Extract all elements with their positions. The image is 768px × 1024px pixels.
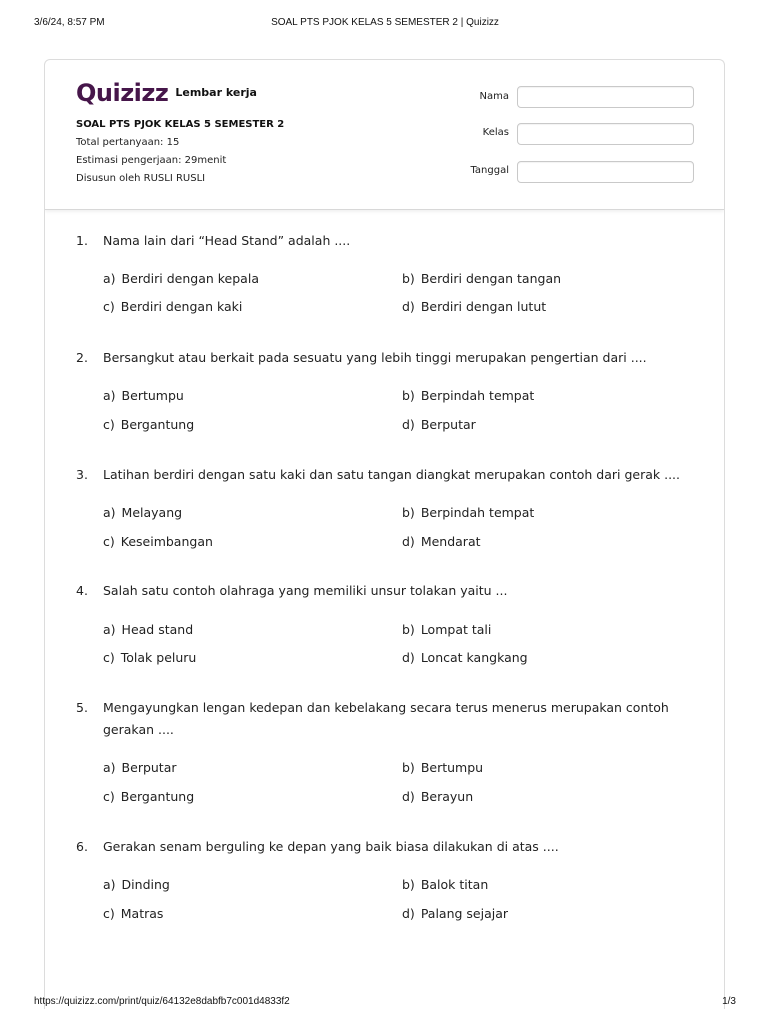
question-number: 6. [76,839,88,854]
option-d: d) Mendarat [402,534,481,549]
question-text: Mengayungkan lengan kedepan dan kebelakang secara terus menerus merupakan contoh gerakan .... [103,700,669,737]
option-c: c) Bergantung [103,789,195,804]
question-text: Gerakan senam berguling ke depan yang baik biasa dilakukan di atas .... [103,839,559,854]
question-number: 1. [76,233,88,248]
option-d: d) Palang sejajar [402,906,509,921]
option-a: a) Melayang [103,505,183,520]
quiz-title: SOAL PTS PJOK KELAS 5 SEMESTER 2 [76,119,285,130]
option-c: c) Tolak peluru [103,650,197,665]
option-a: a) Dinding [103,877,170,892]
option-a: a) Bertumpu [103,388,184,403]
page-number: 1/3 [722,996,736,1007]
class-label: Kelas [482,127,509,138]
option-a: a) Head stand [103,622,194,637]
date-label: Tanggal [470,165,509,176]
worksheet [44,59,725,1009]
question-text: Bersangkut atau berkait pada sesuatu yang lebih tinggi merupakan pengertian dari .... [103,350,647,365]
total-questions: Total pertanyaan: 15 [76,137,180,148]
class-field[interactable] [517,123,694,145]
question-number: 3. [76,467,88,482]
name-field[interactable] [517,86,694,108]
option-b: b) Berpindah tempat [402,388,535,403]
option-c: c) Keseimbangan [103,534,213,549]
option-a: a) Berputar [103,760,177,775]
option-b: b) Balok titan [402,877,489,892]
option-d: d) Loncat kangkang [402,650,528,665]
option-a: a) Berdiri dengan kepala [103,271,259,286]
print-footer [34,996,736,1010]
option-b: b) Bertumpu [402,760,484,775]
question-number: 5. [76,700,88,715]
option-d: d) Berayun [402,789,474,804]
name-label: Nama [479,91,509,102]
question-text: Latihan berdiri dengan satu kaki dan satu tangan diangkat merupakan contoh dari gerak .... [103,467,680,482]
estimated-time: Estimasi pengerjaan: 29menit [76,155,227,166]
print-header [34,17,736,31]
option-c: c) Bergantung [103,417,195,432]
question-number: 4. [76,583,88,598]
logo-wordmark: Quizizz [76,79,169,107]
option-b: b) Lompat tali [402,622,492,637]
option-d: d) Berputar [402,417,476,432]
worksheet-header [45,60,724,210]
quizizz-logo [76,78,257,108]
date-field[interactable] [517,161,694,183]
option-d: d) Berdiri dengan lutut [402,299,547,314]
option-c: c) Berdiri dengan kaki [103,299,243,314]
option-b: b) Berpindah tempat [402,505,535,520]
question-text: Nama lain dari “Head Stand” adalah .... [103,233,351,248]
print-datetime: 3/6/24, 8:57 PM [34,17,105,28]
option-b: b) Berdiri dengan tangan [402,271,562,286]
question-number: 2. [76,350,88,365]
question-text: Salah satu contoh olahraga yang memiliki unsur tolakan yaitu ... [103,583,508,598]
option-c: c) Matras [103,906,164,921]
author: Disusun oleh RUSLI RUSLI [76,173,206,184]
worksheet-label: Lembar kerja [175,86,257,99]
print-url: https://quizizz.com/print/quiz/64132e8dabfb7c001d4833f2 [34,996,290,1007]
print-page-title: SOAL PTS PJOK KELAS 5 SEMESTER 2 | Quizizz [271,17,499,28]
